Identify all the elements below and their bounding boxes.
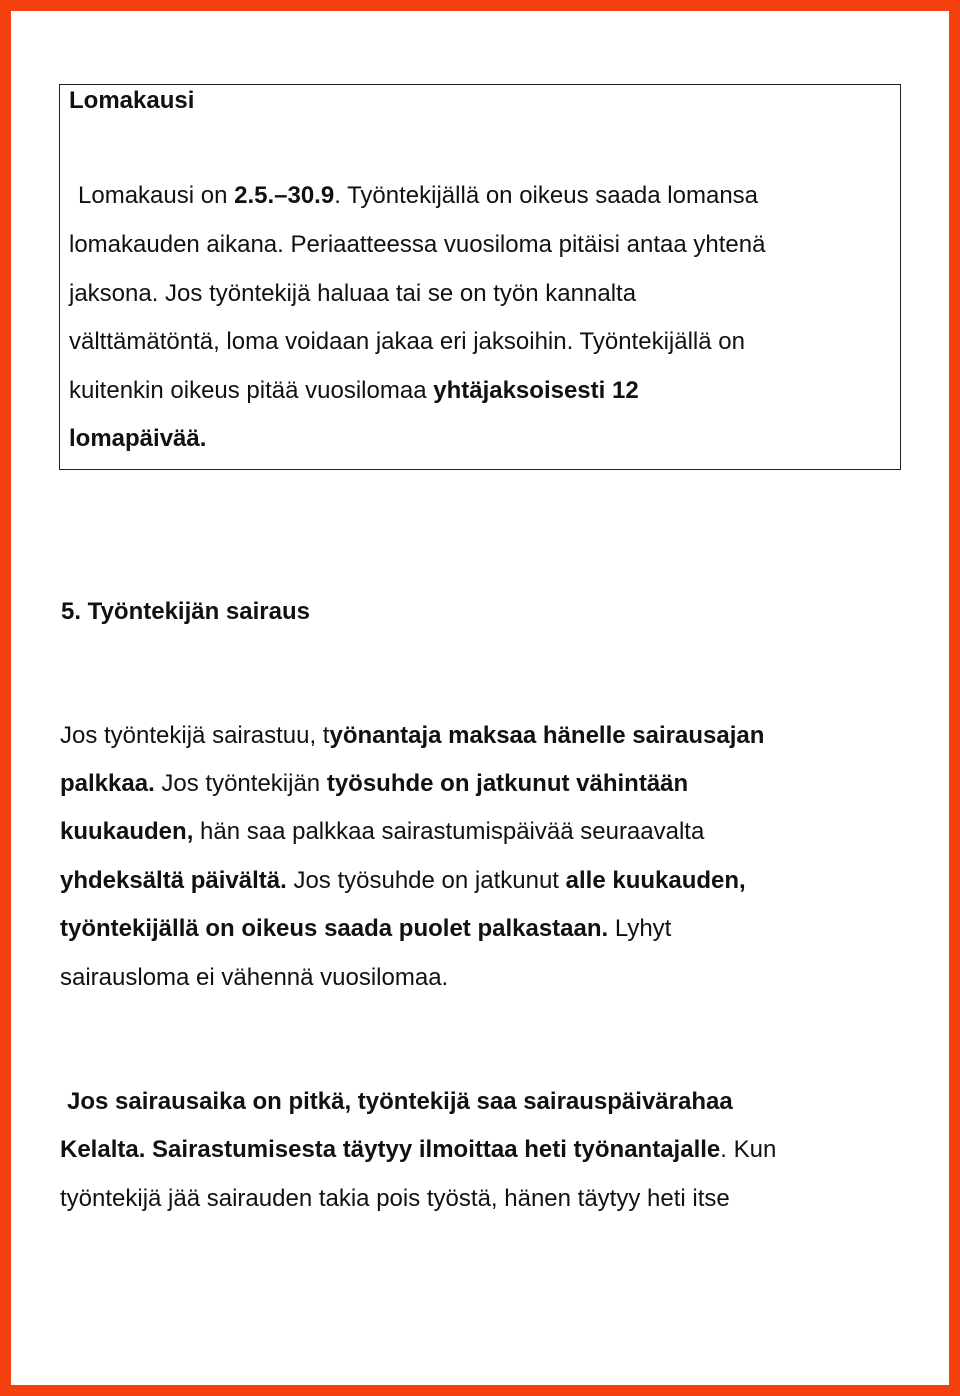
lomakausi-line-4: välttämätöntä, loma voidaan jakaa eri jaksoihin. Työntekijällä on	[69, 328, 745, 355]
lomakausi-line-1: Lomakausi on 2.5.–30.9. Työntekijällä on oikeus saada lomansa	[78, 182, 759, 209]
lomakausi-box	[59, 84, 901, 470]
lomakausi-line-2: lomakauden aikana. Periaatteessa vuosiloma pitäisi antaa yhtenä	[69, 231, 766, 258]
section5-p1-line-4: yhdeksältä päivältä. Jos työsuhde on jatkunut alle kuukauden,	[60, 867, 746, 894]
section5-p1-line-5: työntekijällä on oikeus saada puolet palkastaan. Lyhyt	[60, 915, 672, 942]
section5-p2-line-2: Kelalta. Sairastumisesta täytyy ilmoittaa heti työnantajalle. Kun	[60, 1136, 777, 1163]
lomakausi-line-5: kuitenkin oikeus pitää vuosilomaa yhtäjaksoisesti 12	[69, 377, 639, 404]
section5-p2-line-1: Jos sairausaika on pitkä, työntekijä saa sairauspäivärahaa	[67, 1088, 733, 1115]
section5-p1-line-1: Jos työntekijä sairastuu, työnantaja maksaa hänelle sairausajan	[60, 722, 765, 749]
section5-p1-line-3: kuukauden, hän saa palkkaa sairastumispäivää seuraavalta	[60, 818, 705, 845]
section5-p2-line-3: työntekijä jää sairauden takia pois työstä, hänen täytyy heti itse	[60, 1185, 730, 1212]
lomakausi-heading: Lomakausi	[69, 87, 195, 114]
section5-p1-line-2: palkkaa. Jos työntekijän työsuhde on jatkunut vähintään	[60, 770, 689, 797]
lomakausi-line-6: lomapäivää.	[69, 425, 207, 452]
lomakausi-line-3: jaksona. Jos työntekijä haluaa tai se on työn kannalta	[69, 280, 637, 307]
section5-p1-line-6: sairausloma ei vähennä vuosilomaa.	[60, 964, 449, 991]
section5-heading: 5. Työntekijän sairaus	[61, 598, 310, 625]
